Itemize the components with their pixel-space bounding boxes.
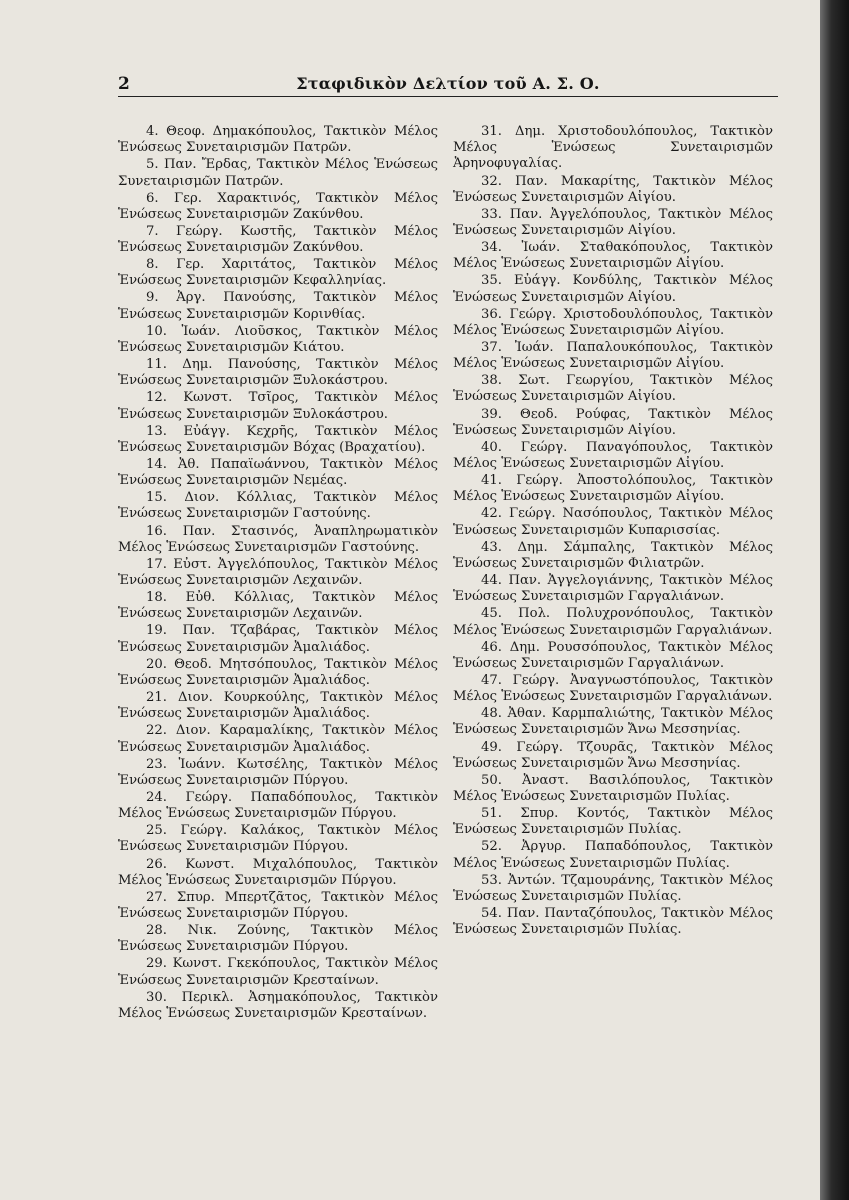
member-entry: 44. Παν. Ἀγγελογιάννης, Τακτικὸν Μέλος Ἑνώσεως Συνεταιρισμῶν Γαργαλιάνων. <box>453 573 773 605</box>
member-entry: 54. Παν. Πανταζόπουλος, Τακτικὸν Μέλος Ἑνώσεως Συνεταιρισμῶν Πυλίας. <box>453 906 773 938</box>
member-entry: 29. Κωνστ. Γκεκόπουλος, Τακτικὸν Μέλος Ἑνώσεως Συνεταιρισμῶν Κρεσταίνων. <box>118 956 438 988</box>
member-entry: 50. Ἀναστ. Βασιλόπουλος, Τακτικὸν Μέλος Ἑνώσεως Συνεταιρισμῶν Πυλίας. <box>453 772 773 805</box>
member-entry: 52. Ἀργυρ. Παπαδόπουλος, Τακτικὸν Μέλος Ἑνώσεως Συνεταιρισμῶν Πυλίας. <box>453 839 773 871</box>
book-binding-edge <box>820 0 849 1200</box>
member-entry: 36. Γεώργ. Χριστοδουλόπουλος, Τακτικὸν Μέλος Ἑνώσεως Συνεταιρισμῶν Αἰγίου. <box>453 306 773 338</box>
member-entry: 33. Παν. Ἀγγελόπουλος, Τακτικὸν Μέλος Ἑνώσεως Συνεταιρισμῶν Αἰγίου. <box>453 206 773 238</box>
member-entry: 23. Ἰωάνν. Κωτσέλης, Τακτικὸν Μέλος Ἑνώσεως Συνεταιρισμῶν Πύργου. <box>118 756 438 788</box>
member-entry: 42. Γεώργ. Νασόπουλος, Τακτικὸν Μέλος Ἑνώσεως Συνεταιρισμῶν Κυπαρισσίας. <box>453 506 773 538</box>
member-entry: 5. Παν. Ἔρδας, Τακτικὸν Μέλος Ἑνώσεως Συνεταιρισμῶν Πατρῶν. <box>118 157 438 189</box>
member-entry: 41. Γεώργ. Ἀποστολόπουλος, Τακτικὸν Μέλος Ἑνώσεως Συνεταιρισμῶν Αἰγίου. <box>453 473 773 505</box>
member-entry: 51. Σπυρ. Κοντός, Τακτικὸν Μέλος Ἑνώσεως Συνεταιρισμῶν Πυλίας. <box>453 806 773 838</box>
member-entry: 7. Γεώργ. Κωστῆς, Τακτικὸν Μέλος Ἑνώσεως Συνεταιρισμῶν Ζακύνθου. <box>118 223 438 256</box>
member-entry: 37. Ἰωάν. Παπαλουκόπουλος, Τακτικὸν Μέλος Ἑνώσεως Συνεταιρισμῶν Αἰγίου. <box>453 339 773 372</box>
member-entry: 21. Διον. Κουρκούλης, Τακτικὸν Μέλος Ἑνώσεως Συνεταιρισμῶν Ἀμαλιάδος. <box>118 690 438 722</box>
member-entry: 13. Εὐάγγ. Κεχρῆς, Τακτικὸν Μέλος Ἑνώσεως Συνεταιρισμῶν Βόχας (Βραχατίου). <box>118 423 438 455</box>
member-entry: 34. Ἰωάν. Σταθακόπουλος, Τακτικὸν Μέλος Ἑνώσεως Συνεταιρισμῶν Αἰγίου. <box>453 240 773 272</box>
member-entry: 28. Νικ. Ζούνης, Τακτικὸν Μέλος Ἑνώσεως Συνεταιρισμῶν Πύργου. <box>118 923 438 955</box>
member-entry: 26. Κωνστ. Μιχαλόπουλος, Τακτικὸν Μέλος Ἑνώσεως Συνεταιρισμῶν Πύργου. <box>118 856 438 888</box>
member-entry: 47. Γεώργ. Ἀναγνωστόπουλος, Τακτικὸν Μέλος Ἑνώσεως Συνεταιρισμῶν Γαργαλιάνων. <box>453 672 773 705</box>
member-entry: 30. Περικλ. Ἀσημακόπουλος, Τακτικὸν Μέλος Ἑνώσεως Συνεταιρισμῶν Κρεσταίνων. <box>118 989 438 1021</box>
member-entry: 19. Παν. Τζαβάρας, Τακτικὸν Μέλος Ἑνώσεως Συνεταιρισμῶν Ἀμαλιάδος. <box>118 623 438 655</box>
member-entry: 6. Γερ. Χαρακτινός, Τακτικὸν Μέλος Ἑνώσεως Συνεταιρισμῶν Ζακύνθου. <box>118 190 438 222</box>
left-column <box>118 124 438 1023</box>
running-title: Σταφιδικὸν Δελτίον τοῦ Α. Σ. Ο. <box>296 74 600 93</box>
member-entry: 25. Γεώργ. Καλάκος, Τακτικὸν Μέλος Ἑνώσεως Συνεταιρισμῶν Πύργου. <box>118 823 438 855</box>
member-entry: 11. Δημ. Πανούσης, Τακτικὸν Μέλος Ἑνώσεως Συνεταιρισμῶν Ξυλοκάστρου. <box>118 357 438 389</box>
member-entry: 32. Παν. Μακαρίτης, Τακτικὸν Μέλος Ἑνώσεως Συνεταιρισμῶν Αἰγίου. <box>453 173 773 205</box>
member-entry: 40. Γεώργ. Παναγόπουλος, Τακτικὸν Μέλος Ἑνώσεως Συνεταιρισμῶν Αἰγίου. <box>453 439 773 472</box>
member-entry: 39. Θεοδ. Ρούφας, Τακτικὸν Μέλος Ἑνώσεως Συνεταιρισμῶν Αἰγίου. <box>453 406 773 438</box>
member-entry: 49. Γεώργ. Τζουρᾶς, Τακτικὸν Μέλος Ἑνώσεως Συνεταιρισμῶν Ἄνω Μεσσηνίας. <box>453 739 773 771</box>
member-entry: 45. Πολ. Πολυχρονόπουλος, Τακτικὸν Μέλος Ἑνώσεως Συνεταιρισμῶν Γαργαλιάνων. <box>453 606 773 638</box>
member-entry: 18. Εὐθ. Κόλλιας, Τακτικὸν Μέλος Ἑνώσεως Συνεταιρισμῶν Λεχαινῶν. <box>118 590 438 622</box>
member-entry: 15. Διον. Κόλλιας, Τακτικὸν Μέλος Ἑνώσεως Συνεταιρισμῶν Γαστούνης. <box>118 490 438 522</box>
member-entry: 9. Ἀργ. Πανούσης, Τακτικὸν Μέλος Ἑνώσεως Συνεταιρισμῶν Κορινθίας. <box>118 290 438 322</box>
member-entry: 22. Διον. Καραμαλίκης, Τακτικὸν Μέλος Ἑνώσεως Συνεταιρισμῶν Ἀμαλιάδος. <box>118 723 438 755</box>
right-column <box>453 124 773 939</box>
member-entry: 16. Παν. Στασινός, Ἀναπληρωματικὸν Μέλος Ἑνώσεως Συνεταιρισμῶν Γαστούνης. <box>118 523 438 555</box>
member-entry: 27. Σπυρ. Μπερτζᾶτος, Τακτικὸν Μέλος Ἑνώσεως Συνεταιρισμῶν Πύργου. <box>118 889 438 922</box>
member-entry: 35. Εὐάγγ. Κονδύλης, Τακτικὸν Μέλος Ἑνώσεως Συνεταιρισμῶν Αἰγίου. <box>453 273 773 305</box>
member-entry: 46. Δημ. Ρουσσόπουλος, Τακτικὸν Μέλος Ἑνώσεως Συνεταιρισμῶν Γαργαλιάνων. <box>453 639 773 671</box>
member-entry: 20. Θεοδ. Μητσόπουλος, Τακτικὸν Μέλος Ἑνώσεως Συνεταιρισμῶν Ἀμαλιάδος. <box>118 656 438 688</box>
page-header <box>118 72 778 97</box>
member-entry: 38. Σωτ. Γεωργίου, Τακτικὸν Μέλος Ἑνώσεως Συνεταιρισμῶν Αἰγίου. <box>453 373 773 405</box>
member-entry: 53. Ἀντών. Τζαμουράνης, Τακτικὸν Μέλος Ἑνώσεως Συνεταιρισμῶν Πυλίας. <box>453 872 773 904</box>
member-entry: 12. Κωνστ. Τσῖρος, Τακτικὸν Μέλος Ἑνώσεως Συνεταιρισμῶν Ξυλοκάστρου. <box>118 390 438 422</box>
page-number: 2 <box>118 74 130 94</box>
member-entry: 8. Γερ. Χαριτάτος, Τακτικὸν Μέλος Ἑνώσεως Συνεταιρισμῶν Κεφαλληνίας. <box>118 257 438 289</box>
member-entry: 17. Εὐστ. Ἀγγελόπουλος, Τακτικὸν Μέλος Ἑνώσεως Συνεταιρισμῶν Λεχαινῶν. <box>118 556 438 589</box>
member-entry: 10. Ἰωάν. Λιοῦσκος, Τακτικὸν Μέλος Ἑνώσεως Συνεταιρισμῶν Κιάτου. <box>118 323 438 355</box>
member-entry: 48. Ἀθαν. Καρμπαλιώτης, Τακτικὸν Μέλος Ἑνώσεως Συνεταιρισμῶν Ἄνω Μεσσηνίας. <box>453 706 773 738</box>
member-entry: 14. Ἀθ. Παπαϊωάννου, Τακτικὸν Μέλος Ἑνώσεως Συνεταιρισμῶν Νεμέας. <box>118 456 438 489</box>
member-entry: 4. Θεοφ. Δημακόπουλος, Τακτικὸν Μέλος Ἑνώσεως Συνεταιρισμῶν Πατρῶν. <box>118 124 438 156</box>
member-entry: 24. Γεώργ. Παπαδόπουλος, Τακτικὸν Μέλος Ἑνώσεως Συνεταιρισμῶν Πύργου. <box>118 789 438 822</box>
member-entry: 43. Δημ. Σάμπαλης, Τακτικὸν Μέλος Ἑνώσεως Συνεταιρισμῶν Φιλιατρῶν. <box>453 539 773 571</box>
member-entry: 31. Δημ. Χριστοδουλόπουλος, Τακτικὸν Μέλος Ἑνώσεως Συνεταιρισμῶν Ἀρηνοφυγαλίας. <box>453 124 773 172</box>
